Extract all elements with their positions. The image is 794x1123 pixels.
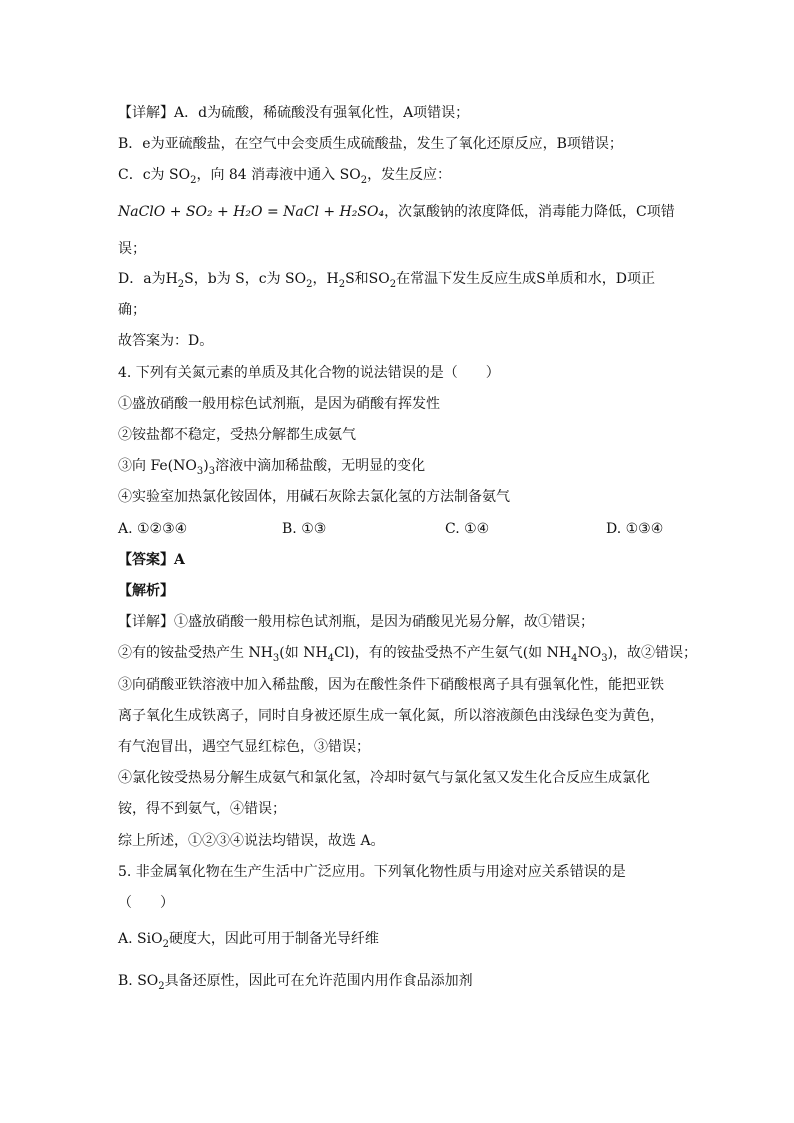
q5-option-a: A. SiO$_2$硬度大，因此可用于制备光导纤维 (118, 931, 379, 950)
q4-stem: 4. 下列有关氮元素的单质及其化合物的说法错误的是（ ） (118, 365, 500, 381)
reaction-equation: NaClO + SO₂ + H₂O = NaCl + H₂SO₄ (118, 204, 385, 220)
q3-detail-line-1: 【详解】A．d为硫酸，稀硫酸没有强氧化性，A项错误； (118, 105, 470, 121)
q4-detail-line-7: 铵，得不到氨气，④错误； (118, 801, 286, 817)
q5-option-b: B. $SO_2$具备还原性，因此可在允许范围内用作食品添加剂 (118, 973, 473, 992)
q3-detail-line-6: D．a为$H_2S$，b为 S，c为 $SO_2$，$H_2S$和$SO_2$在常温下发生反应生成S单质和水，D项正 (118, 271, 655, 290)
q3-conclusion: 故答案为：D。 (118, 333, 214, 349)
q4-detail-line-3: ③向硝酸亚铁溶液中加入稀盐酸，因为在酸性条件下硝酸根离子具有强氧化性，能把亚铁 (118, 677, 664, 693)
q4-statement-4: ④实验室加热氯化铵固体，用碱石灰除去氯化氢的方法制备氨气 (118, 489, 510, 505)
q4-statement-1: ①盛放硝酸一般用棕色试剂瓶，是因为硝酸有挥发性 (118, 396, 440, 412)
q4-option-d: D. ①③④ (606, 521, 664, 537)
q4-detail-line-5: 有气泡冒出，遇空气显红棕色，③错误； (118, 739, 370, 755)
q4-detail-line-4: 离子氧化生成铁离子，同时自身被还原生成一氧化氮，所以溶液颜色由浅绿色变为黄色， (118, 708, 664, 724)
q4-statement-2: ②铵盐都不稳定，受热分解都生成氨气 (118, 427, 356, 443)
q4-answer: 【答案】A (118, 552, 185, 568)
q5-paren: （ ） (118, 895, 174, 911)
q3-equation-line: NaClO + SO₂ + H₂O = NaCl + H₂SO₄，次氯酸钠的浓度降低，消毒能力降低，C项错 (118, 204, 675, 220)
q5-stem: 5. 非金属氧化物在生产生活中广泛应用。下列氧化物性质与用途对应关系错误的是 (118, 864, 626, 880)
q3-detail-line-3: C．c为 $SO_2$，向 84 消毒液中通入 $SO_2$，发生反应： (118, 167, 452, 186)
q4-option-b: B. ①③ (282, 521, 327, 537)
q3-detail-line-7: 确； (118, 302, 146, 318)
q4-option-a: A. ①②③④ (118, 521, 188, 537)
q4-detail-line-1: 【详解】①盛放硝酸一般用棕色试剂瓶，是因为硝酸见光易分解，故①错误； (118, 614, 594, 630)
q4-analysis-heading: 【解析】 (118, 583, 174, 599)
q3-detail-line-5: 误； (118, 241, 146, 257)
q4-detail-line-2: ②有的铵盐受热产生 $NH_3$(如 $NH_4Cl$)，有的铵盐受热不产生氨气(如 $NH_4NO_3$)，故②错误； (118, 645, 698, 664)
q4-statement-3: ③向 $Fe(NO_3)_3$溶液中滴加稀盐酸，无明显的变化 (118, 458, 426, 477)
q4-summary: 综上所述，①②③④说法均错误，故选 A。 (118, 833, 385, 849)
q4-option-c: C. ①④ (445, 521, 490, 537)
q4-detail-line-6: ④氯化铵受热易分解生成氨气和氯化氢，冷却时氨气与氯化氢又发生化合反应生成氯化 (118, 770, 650, 786)
q3-detail-line-2: B．e为亚硫酸盐，在空气中会变质生成硫酸盐，发生了氧化还原反应，B项错误； (118, 136, 623, 152)
